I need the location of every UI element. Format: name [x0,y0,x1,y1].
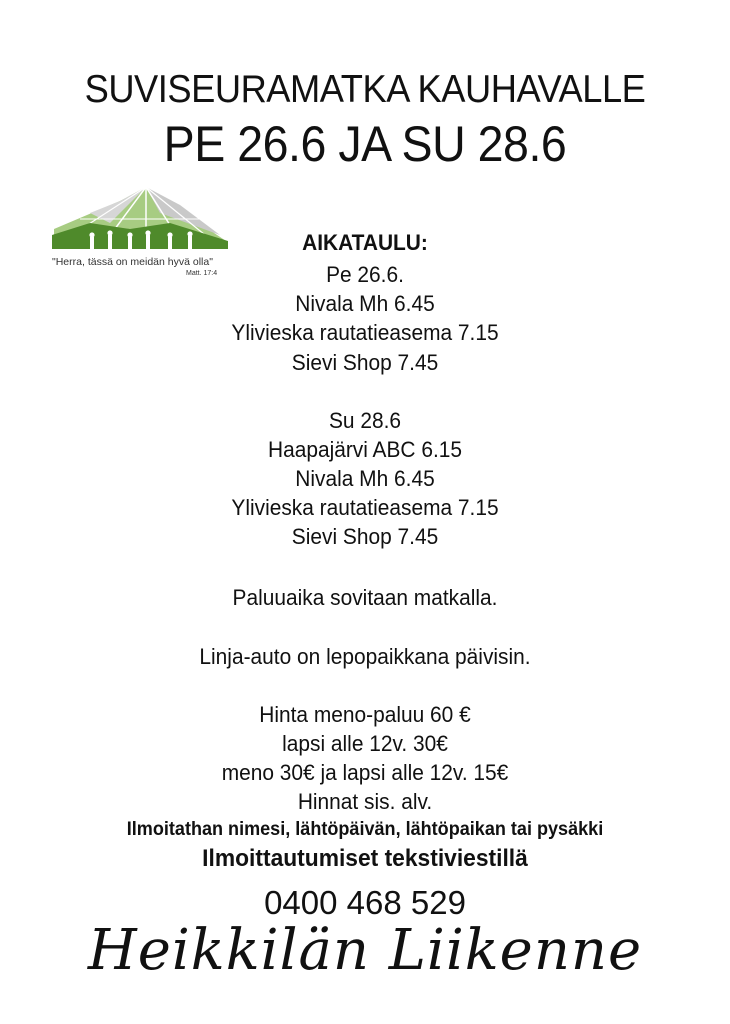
schedule-day1-label: Pe 26.6. [326,262,404,287]
return-info: Paluuaika sovitaan matkalla. [232,585,498,610]
schedule-stop: Ylivieska rautatieasema 7.15 [231,320,499,345]
registration-instruction: Ilmoitathan nimesi, lähtöpäivän, lähtöpaikan tai pysäkki [126,819,604,840]
schedule-stop: Sievi Shop 7.45 [291,524,439,549]
logo-quote: "Herra, tässä on meidän hyvä olla" [52,256,213,268]
schedule-heading: AIKATAULU: [302,230,428,255]
poster-title: SUVISEURAMATKA KAUHAVALLE [84,68,646,111]
schedule-stop: Sievi Shop 7.45 [291,350,439,375]
logo-reference: Matt. 17:4 [186,270,218,277]
price-line: Hinnat sis. alv. [297,789,433,814]
registration-method: Ilmoittautumiset tekstiviestillä [202,845,528,872]
schedule-stop: Nivala Mh 6.45 [295,466,435,491]
phone-number[interactable]: 0400 468 529 [264,884,466,921]
bus-info: Linja-auto on lepopaikkana päivisin. [199,644,531,669]
schedule-stop: Haapajärvi ABC 6.15 [267,437,463,462]
schedule-stop: Nivala Mh 6.45 [295,291,435,316]
schedule-day2-label: Su 28.6 [328,408,402,433]
price-line: meno 30€ ja lapsi alle 12v. 15€ [221,760,509,785]
company-signature: Heikkilän Liikenne [87,918,643,983]
price-line: Hinta meno-paluu 60 € [259,702,471,727]
poster-dates: PE 26.6 JA SU 28.6 [163,116,567,172]
price-line: lapsi alle 12v. 30€ [282,731,448,756]
schedule-stop: Ylivieska rautatieasema 7.15 [231,495,499,520]
